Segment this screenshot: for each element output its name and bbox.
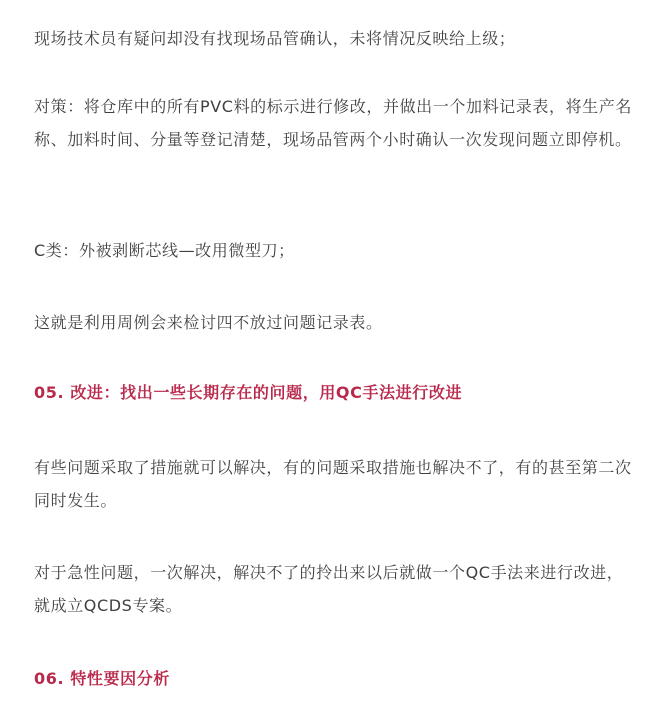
paragraph-countermeasure: 对策：将仓库中的所有PVC料的标示进行修改，并做出一个加料记录表，将生产名称、加料时间、分量等登记清楚，现场品管两个小时确认一次发现问题立即停机。 [34, 97, 632, 149]
paragraph-some-problems: 有些问题采取了措施就可以解决，有的问题采取措施也解决不了，有的甚至第二次同时发生。 [34, 458, 632, 510]
section-heading-05: 05. 改进：找出一些长期存在的问题，用QC手法进行改进 [34, 383, 463, 402]
paragraph-urgent-problems: 对于急性问题，一次解决，解决不了的拎出来以后就做一个QC手法来进行改进，就成立QCDS专案。 [34, 563, 624, 615]
paragraph-weekly-meeting: 这就是利用周例会来检讨四不放过问题记录表。 [34, 313, 383, 332]
paragraph-class-c: C类：外被剥断芯线—改用微型刀； [34, 241, 295, 260]
paragraph-technician-issue: 现场技术员有疑问却没有找现场品管确认，未将情况反映给上级； [34, 29, 516, 48]
section-heading-06: 06. 特性要因分析 [34, 669, 170, 688]
